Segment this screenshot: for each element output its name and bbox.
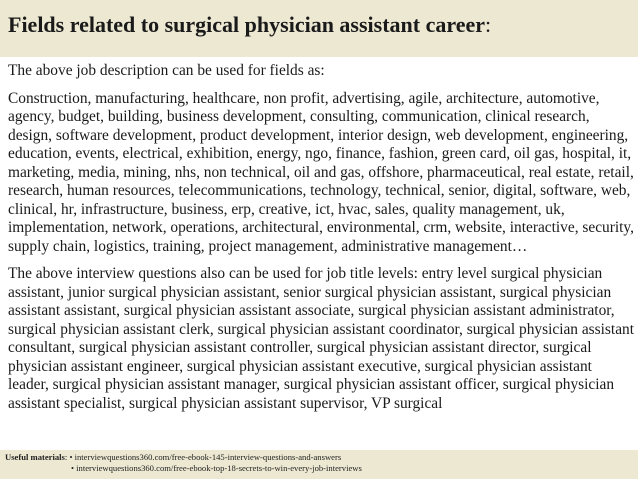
footer-label-suffix: : • [64,452,73,462]
footer-row-2 [5,463,638,474]
footer-label: Useful materials [5,452,65,462]
footer-bullet: • [71,463,75,473]
job-levels-paragraph: The above interview questions also can be used for job title levels: entry level surgical physician assistant, junior surgical physician assistant, senior surgical physician assistant, surgical physician assistant assistant, surgical physician assistant associate, surgical physician assistant administrator, surgical physician assistant clerk, surgical physician assistant coordinator, surgical physician assistant consultant, surgical physician assistant controller, surgical physician assistant director, surgical physician assistant engineer, surgical physician assistant executive, surgical physician assistant leader, surgical physician assistant manager, surgical physician assistant officer, surgical physician assistant specialist, surgical physician assistant supervisor, VP surgical [8,265,634,412]
fields-paragraph: Construction, manufacturing, healthcare, non profit, advertising, agile, architecture, automotive, agency, budget, building, business development, consulting, communication, clinical research, design, software development, product development, interior design, web development, engineering, education, events, electrical, exhibition, energy, ngo, finance, fashion, green card, oil gas, hospital, it, marketing, media, mining, nhs, non technical, oil and gas, offshore, pharmaceutical, real estate, retail, research, human resources, telecommunications, technology, technical, senior, digital, software, web, clinical, hr, infrastructure, business, erp, creative, ict, hvac, sales, quality management, uk, implementation, network, operations, architectural, environmental, crm, website, interactive, security, supply chain, logistics, training, project management, administrative management… [8,89,634,255]
footer-link-ebook-145[interactable]: interviewquestions360.com/free-ebook-145-interview-questions-and-answers [74,452,342,462]
intro-text: The above job description can be used for fields as: [8,62,325,79]
footer-link-ebook-top-18[interactable]: interviewquestions360.com/free-ebook-top-18-secrets-to-win-every-job-interviews [76,463,362,473]
content-area [8,62,636,413]
footer [0,450,638,479]
footer-row-1 [5,452,638,463]
page-title-colon: : [485,12,492,37]
title-bar [0,0,638,57]
page-title: Fields related to surgical physician assistant career [8,12,486,37]
